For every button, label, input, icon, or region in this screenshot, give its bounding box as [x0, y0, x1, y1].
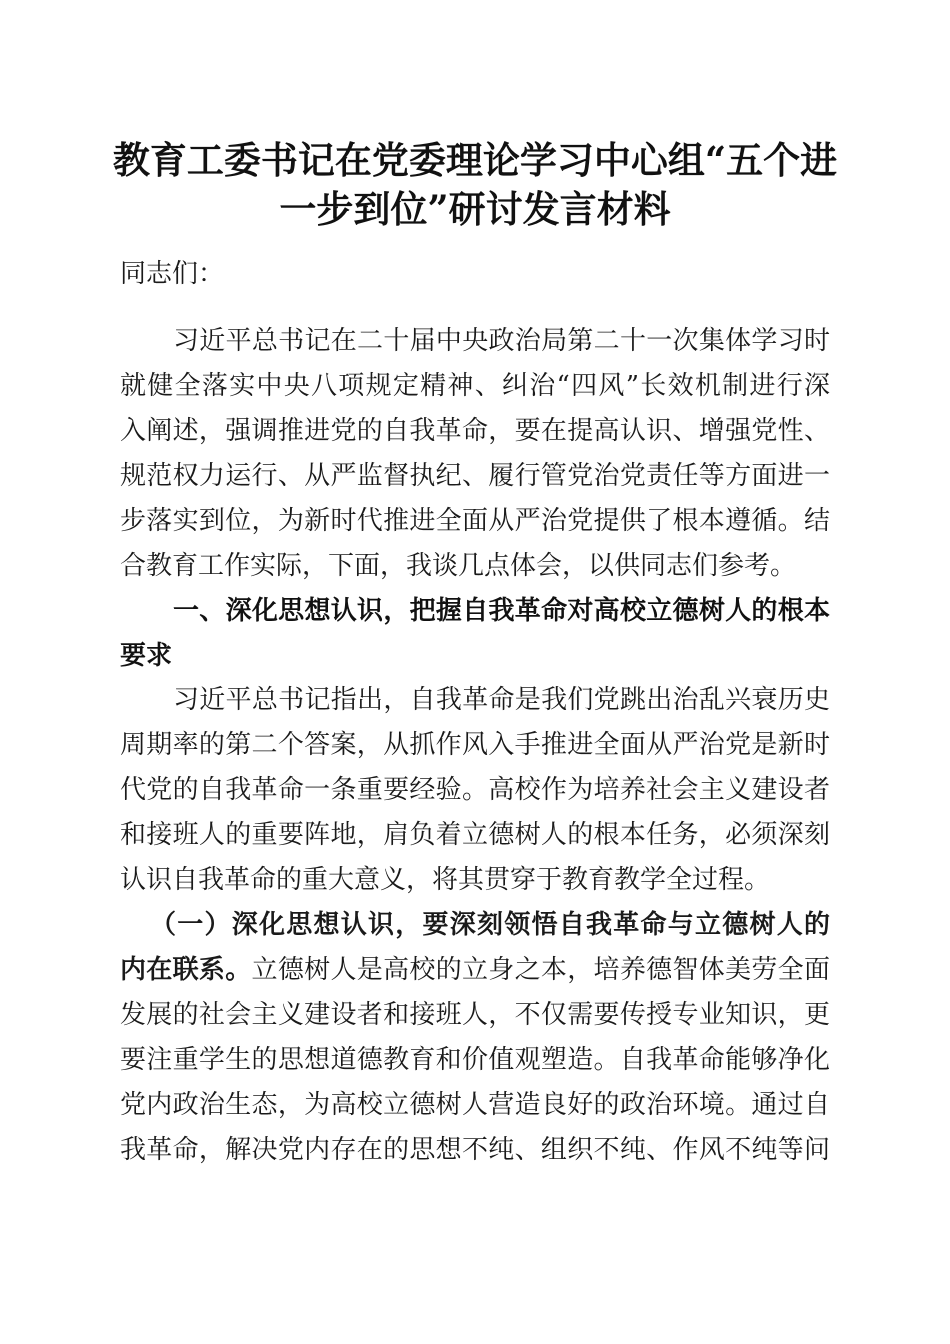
- paragraph-1-line-2: 就健全落实中央八项规定精神、纠治“四风”长效机制进行深: [120, 371, 830, 401]
- paragraph-2-line-3: 代党的自我革命一条重要经验。高校作为培养社会主义建设者: [120, 775, 830, 805]
- document-title-line-1: 教育工委书记在党委理论学习中心组“五个进: [112, 138, 838, 182]
- subheading-1-text: （一）深化思想认识，要深刻领悟自我革命与立德树人的: [150, 910, 830, 940]
- paragraph-3-line-2: 发展的社会主义建设者和接班人，不仅需要传授专业知识，更: [120, 1000, 830, 1030]
- paragraph-2-line-5: 认识自我革命的重大意义，将其贯穿于教育教学全过程。: [120, 865, 771, 895]
- paragraph-3-line-1: [120, 950, 830, 990]
- paragraph-3-line-5: 我革命，解决党内存在的思想不纯、组织不纯、作风不纯等问: [120, 1135, 830, 1165]
- paragraph-2-line-4: 和接班人的重要阵地，肩负着立德树人的根本任务，必须深刻: [120, 820, 830, 850]
- paragraph-3-line-1-text: 立德树人是高校的立身之本，培养德智体美劳全面: [251, 955, 830, 985]
- paragraph-1-line-1: 习近平总书记在二十届中央政治局第二十一次集体学习时: [173, 326, 830, 356]
- paragraph-3-line-3: 要注重学生的思想道德教育和价值观塑造。自我革命能够净化: [120, 1045, 830, 1075]
- paragraph-1-line-5: 步落实到位，为新时代推进全面从严治党提供了根本遵循。结: [120, 506, 830, 536]
- salutation: 同志们：: [120, 259, 225, 289]
- paragraph-3-line-4: 党内政治生态，为高校立德树人营造良好的政治环境。通过自: [120, 1090, 830, 1120]
- paragraph-2-line-1: 习近平总书记指出，自我革命是我们党跳出治乱兴衰历史: [173, 685, 830, 715]
- subheading-1-text-end: 内在联系。: [120, 955, 252, 985]
- section-heading-1-line-1: 一、深化思想认识，把握自我革命对高校立德树人的根本: [173, 596, 830, 626]
- document-title-line-2: 一步到位”研讨发言材料: [279, 187, 671, 231]
- paragraph-1-line-4: 规范权力运行、从严监督执纪、履行管党治党责任等方面进一: [120, 461, 830, 491]
- section-heading-1-line-2: 要求: [120, 641, 173, 671]
- paragraph-2-line-2: 周期率的第二个答案，从抓作风入手推进全面从严治党是新时: [120, 730, 830, 760]
- subheading-1-line-1: [150, 905, 830, 945]
- paragraph-1-line-3: 入阐述，强调推进党的自我革命，要在提高认识、增强党性、: [120, 416, 830, 446]
- paragraph-1-line-6: 合教育工作实际，下面，我谈几点体会，以供同志们参考。: [120, 551, 797, 581]
